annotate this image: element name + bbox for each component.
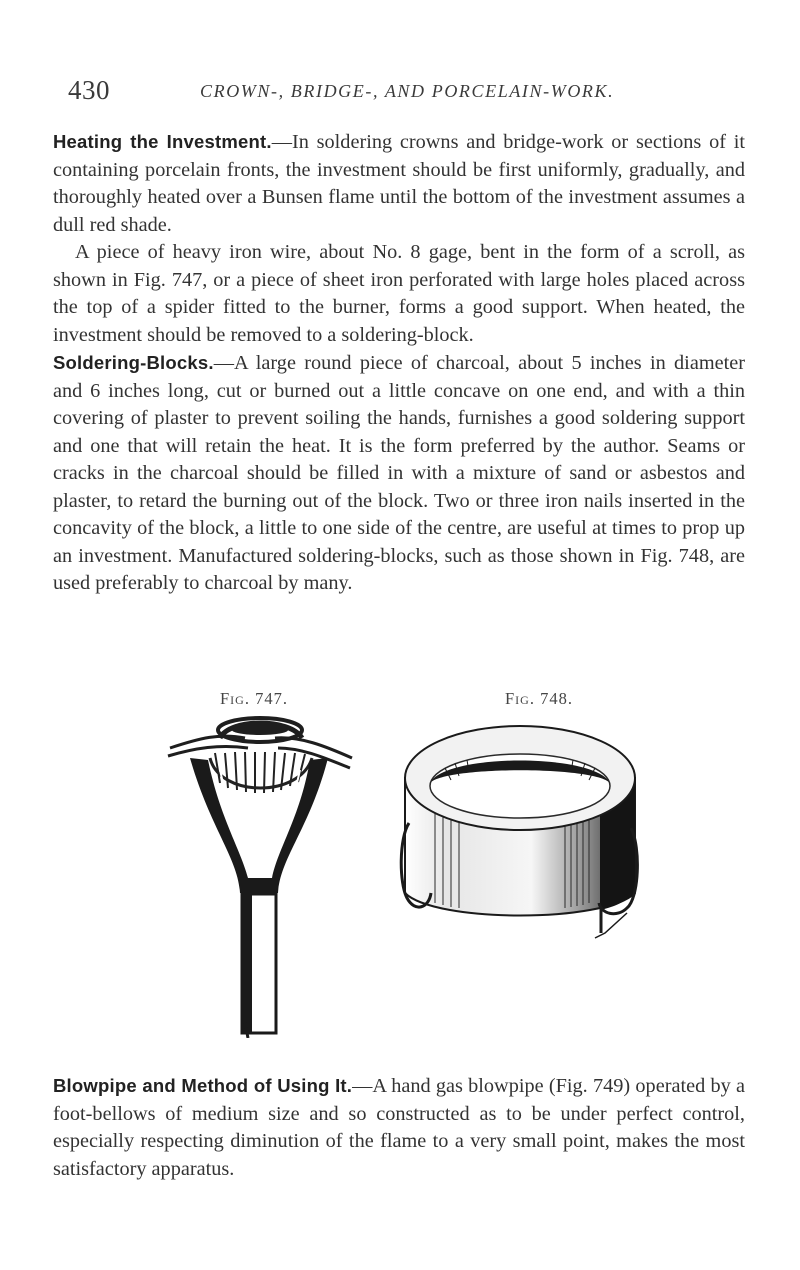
text-heating-1: —In soldering crowns and bridge-work or sections of it containing porcelain fronts, the investment should be first uniformly, gradually, and thoroughly heated over a Bunsen flame until the bottom of the investment assumes a dull red shade. [53, 131, 745, 236]
paragraph-heating-1 [53, 128, 745, 239]
page-number: 430 [68, 75, 110, 105]
caption-fig-748: Fig. 748. [505, 689, 573, 708]
section-blowpipe [53, 1072, 745, 1183]
figure-747-scroll-support [160, 708, 360, 1038]
text-soldering-blocks: —A large round piece of charcoal, about 5 inches in diameter and 6 inches long, cut or burned out a little concave on one end, and with a thin covering of plaster to prevent soiling the hands, furnishes a good soldering support and one that will retain the heat. It is the form preferred by the author. Seams or cracks in the charcoal should be filled in with a mixture of sand or asbestos and plaster, to retard the burning out of the block. Two or three iron nails inserted in the concavity of the block, a little to one side of the centre, are useful at times to prop up an investment. Manufactured soldering-blocks, such as those shown in Fig. 748, are used preferably to charcoal by many. [53, 352, 745, 594]
section-heating [53, 128, 745, 598]
heading-soldering-blocks: Soldering-Blocks. [53, 352, 214, 373]
caption-fig-747: Fig. 747. [220, 689, 288, 708]
heading-heating: Heating the Investment. [53, 131, 272, 152]
paragraph-heating-2 [53, 239, 745, 349]
figure-748-soldering-block [395, 708, 645, 973]
paragraph-blowpipe [53, 1072, 745, 1183]
heading-blowpipe: Blowpipe and Method of Using It. [53, 1075, 353, 1096]
paragraph-blocks [53, 349, 745, 598]
text-blowpipe: —A hand gas blowpipe (Fig. 749) operated by a foot-bellows of medium size and so constructed as to be under perfect control, especially respecting diminution of the flame to a very small point, makes the most satisfactory apparatus. [53, 1075, 745, 1180]
running-title: CROWN-, BRIDGE-, AND PORCELAIN-WORK. [200, 81, 615, 101]
running-head [68, 75, 748, 115]
text-heating-2: A piece of heavy iron wire, about No. 8 gage, bent in the form of a scroll, as shown in Fig. 747, or a piece of sheet iron perforated with large holes placed across the top of a spider fitted to the burner, forms a good support. When heated, the investment should be removed to a soldering-block. [53, 241, 745, 346]
